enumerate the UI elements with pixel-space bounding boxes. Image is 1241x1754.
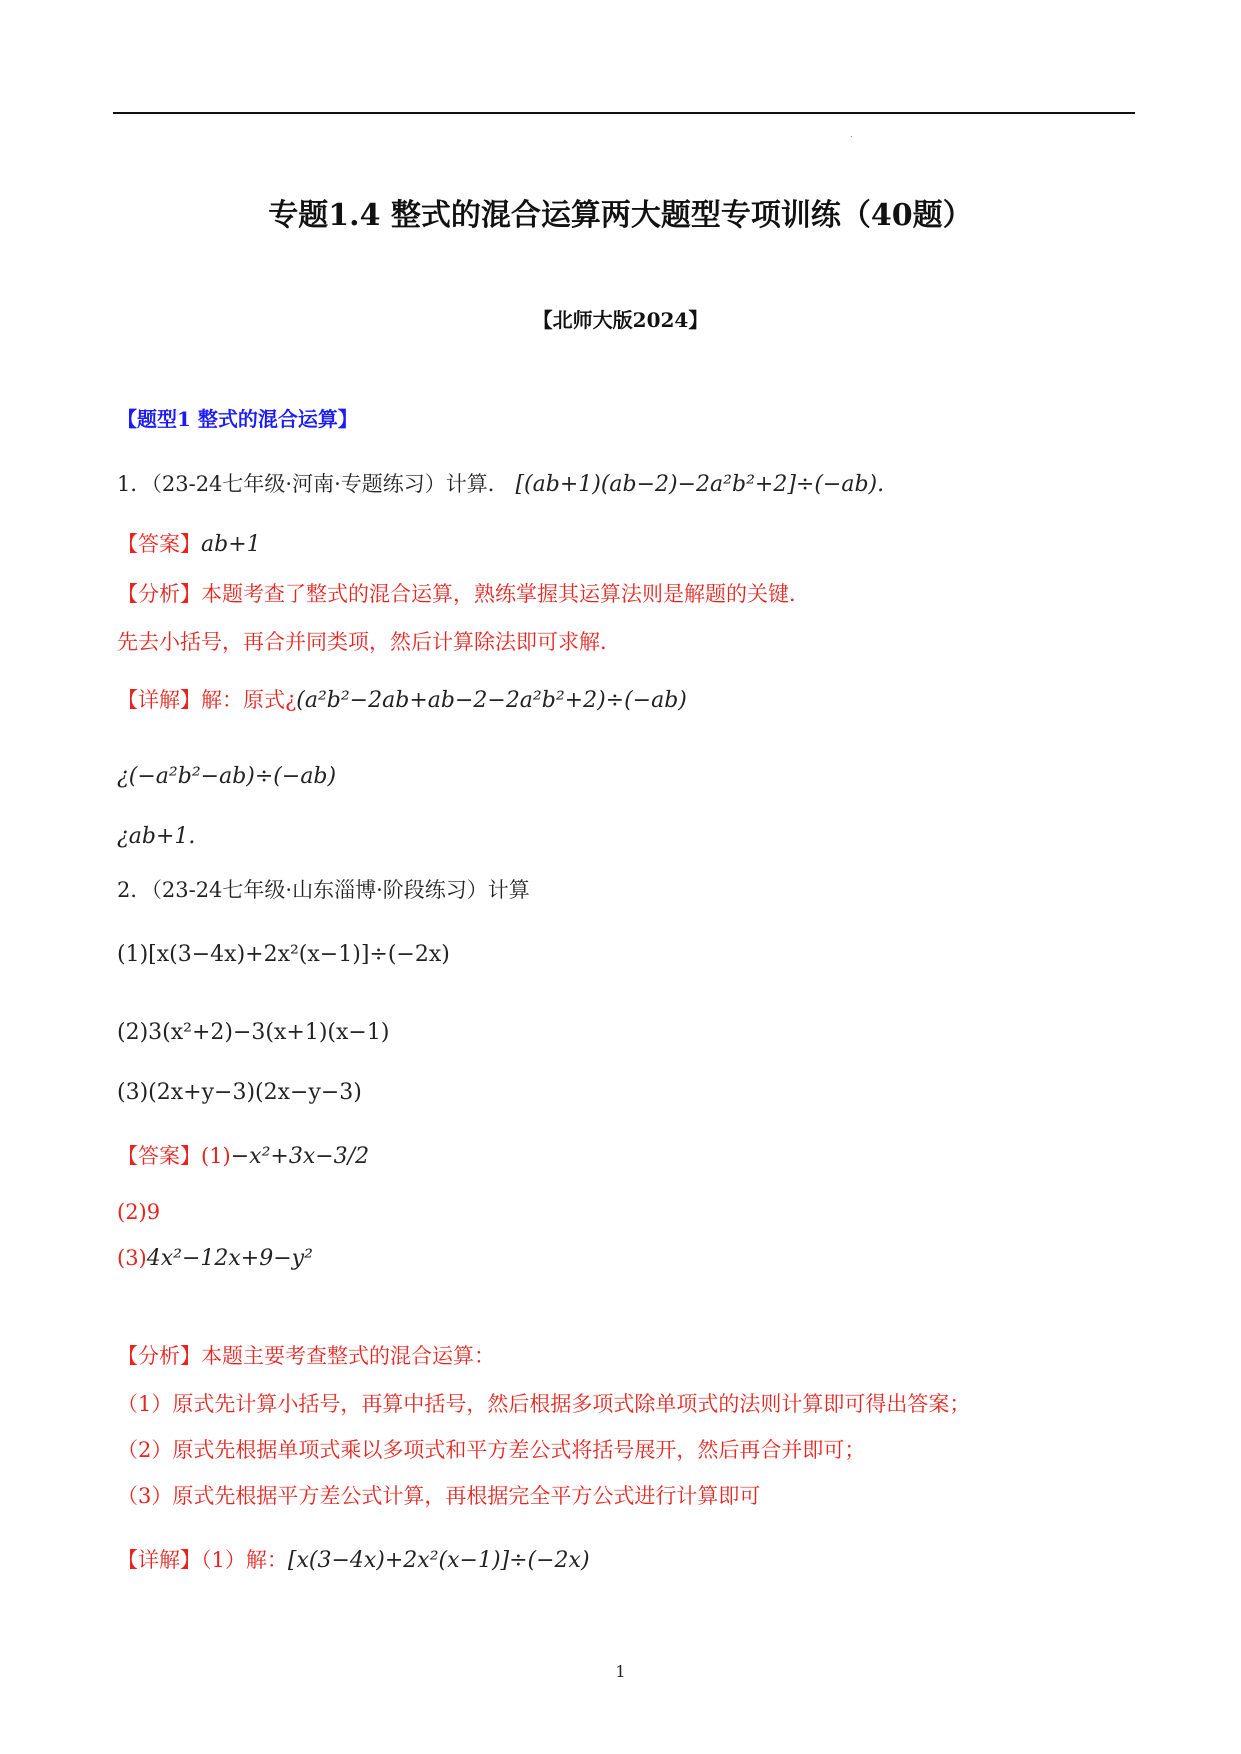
q1-source: （23-24七年级·河南·专题练习）计算． <box>151 472 509 496</box>
answer-tag: 【答案】 <box>117 532 201 556</box>
page-number: 1 <box>615 1662 626 1681</box>
q2-answer-3 <box>117 1246 313 1271</box>
q2-analysis-2: （2）原式先根据单项式乘以多项式和平方差公式将括号展开，然后再合并即可； <box>117 1438 866 1462</box>
q2-part-2: (2)3(x²+2)−3(x+1)(x−1) <box>117 1020 390 1045</box>
q2-analysis-1: （1）原式先计算小括号，再算中括号，然后根据多项式除单项式的法则计算即可得出答案； <box>117 1392 971 1416</box>
q2-line <box>117 874 530 904</box>
q2-source: （23-24七年级·山东淄博·阶段练习）计算 <box>151 878 530 902</box>
q1-line <box>117 468 884 498</box>
q2-analysis-0 <box>117 1340 495 1370</box>
q2-analysis-3: （3）原式先根据平方差公式计算，再根据完全平方公式进行计算即可 <box>117 1484 761 1508</box>
q1-step-1: (a²b²−2ab+ab−2−2a²b²+2)÷(−ab) <box>296 688 687 713</box>
detail-tag: 【详解】 <box>117 688 201 712</box>
q1-step-2: ¿(−a²b²−ab)÷(−ab) <box>117 764 337 789</box>
q1-detail-prefix: 解：原式¿ <box>201 688 297 712</box>
q1-answer-value: ab+1 <box>201 532 261 557</box>
q2-part-1: (1)[x(3−4x)+2x²(x−1)]÷(−2x) <box>117 942 450 967</box>
q2-ans1-prefix: (1) <box>201 1144 231 1168</box>
q2-detail-expression: [x(3−4x)+2x²(x−1)]÷(−2x) <box>287 1548 590 1573</box>
q2-detail <box>117 1544 590 1574</box>
q1-number: 1． <box>117 472 152 496</box>
q2-ans1-value: −x²+3x−3/2 <box>230 1144 370 1169</box>
q2-answer-1 <box>117 1140 369 1170</box>
analysis-tag: 【分析】 <box>117 1344 201 1368</box>
page-title: 专题1.4 整式的混合运算两大题型专项训练（40题） <box>268 198 973 233</box>
q1-analysis-2: 先去小括号，再合并同类项，然后计算除法即可求解． <box>117 630 621 654</box>
q2-number: 2． <box>117 878 152 902</box>
q1-detail <box>117 684 687 714</box>
q2-part-3: (3)(2x+y−3)(2x−y−3) <box>117 1080 362 1105</box>
q1-step-3: ¿ab+1. <box>117 824 196 849</box>
q2-analysis-text-0: 本题主要考查整式的混合运算： <box>201 1344 495 1368</box>
q1-answer <box>117 528 261 558</box>
analysis-tag: 【分析】 <box>117 582 201 606</box>
q2-detail-prefix: （1）解： <box>201 1548 288 1572</box>
section-heading: 【题型1 整式的混合运算】 <box>117 407 358 431</box>
q2-answer-2: (2)9 <box>117 1200 161 1224</box>
q1-analysis-1 <box>117 578 810 608</box>
q1-expression: [(ab+1)(ab−2)−2a²b²+2]÷(−ab). <box>515 472 885 497</box>
header-dot: . <box>850 130 853 139</box>
page-subtitle: 【北师大版2024】 <box>532 308 709 332</box>
q1-analysis-text-1: 本题考查了整式的混合运算，熟练掌握其运算法则是解题的关键． <box>201 582 810 606</box>
q2-ans3-prefix: (3) <box>117 1246 147 1270</box>
q2-ans3-value: 4x²−12x+9−y² <box>146 1246 313 1271</box>
header-rule <box>113 112 1135 114</box>
answer-tag: 【答案】 <box>117 1144 201 1168</box>
detail-tag: 【详解】 <box>117 1548 201 1572</box>
